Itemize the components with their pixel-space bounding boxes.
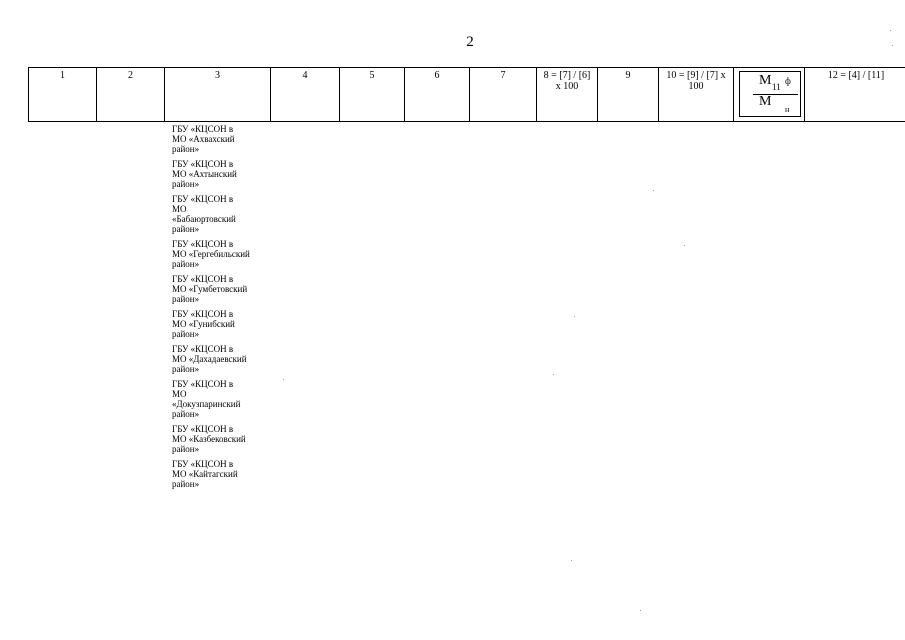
list-item: ГБУ «КЦСОН в МО «Казбековский район»	[172, 424, 246, 454]
formula-denominator-sub: н	[785, 105, 790, 114]
list-item: ГБУ «КЦСОН в МО «Докузпаринский район»	[172, 379, 241, 419]
header-col-8: 8 = [7] / [6] x 100	[537, 68, 598, 121]
header-col-1: 1	[29, 68, 97, 121]
list-item: ГБУ «КЦСОН в МО «Гунибский район»	[172, 309, 235, 339]
header-col-2: 2	[97, 68, 165, 121]
formula-numerator-letter: М	[759, 73, 772, 88]
formula-column-number: 11	[772, 82, 781, 92]
list-item: ГБУ «КЦСОН в МО «Ахвахский район»	[172, 124, 235, 154]
formula-numerator-sup: ф	[785, 76, 791, 86]
scan-speck	[574, 316, 575, 317]
header-col-7: 7	[470, 68, 537, 121]
scan-speck	[283, 379, 284, 380]
header-col-4: 4	[271, 68, 340, 121]
header-col-9: 9	[598, 68, 659, 121]
list-item: ГБУ «КЦСОН в МО «Дахадаевский район»	[172, 344, 247, 374]
organization-list	[172, 124, 272, 494]
list-item: ГБУ «КЦСОН в МО «Гумбетовский район»	[172, 274, 248, 304]
scan-speck	[892, 45, 893, 46]
header-col-5: 5	[340, 68, 405, 121]
header-col-11	[734, 68, 805, 121]
scan-speck	[553, 374, 554, 375]
scan-speck	[640, 610, 641, 611]
header-col-10: 10 = [9] / [7] x 100	[659, 68, 734, 121]
list-item: ГБУ «КЦСОН в МО «Бабаюртовский район»	[172, 194, 236, 234]
page-number: 2	[466, 34, 474, 50]
formula-denominator-letter: М	[759, 94, 772, 109]
scan-speck	[684, 245, 685, 246]
scan-speck	[653, 190, 654, 191]
header-col-6: 6	[405, 68, 470, 121]
list-item: ГБУ «КЦСОН в МО «Ахтынский район»	[172, 159, 237, 189]
list-item: ГБУ «КЦСОН в МО «Кайтагский район»	[172, 459, 238, 489]
list-item: ГБУ «КЦСОН в МО «Гергебильский район»	[172, 239, 250, 269]
scan-speck	[571, 560, 572, 561]
formula-fraction	[753, 75, 798, 113]
header-col-3: 3	[165, 68, 271, 121]
scan-speck	[890, 30, 891, 31]
header-col-12: 12 = [4] / [11]	[827, 70, 885, 81]
table-header-row	[28, 67, 905, 122]
formula-box	[739, 71, 801, 117]
